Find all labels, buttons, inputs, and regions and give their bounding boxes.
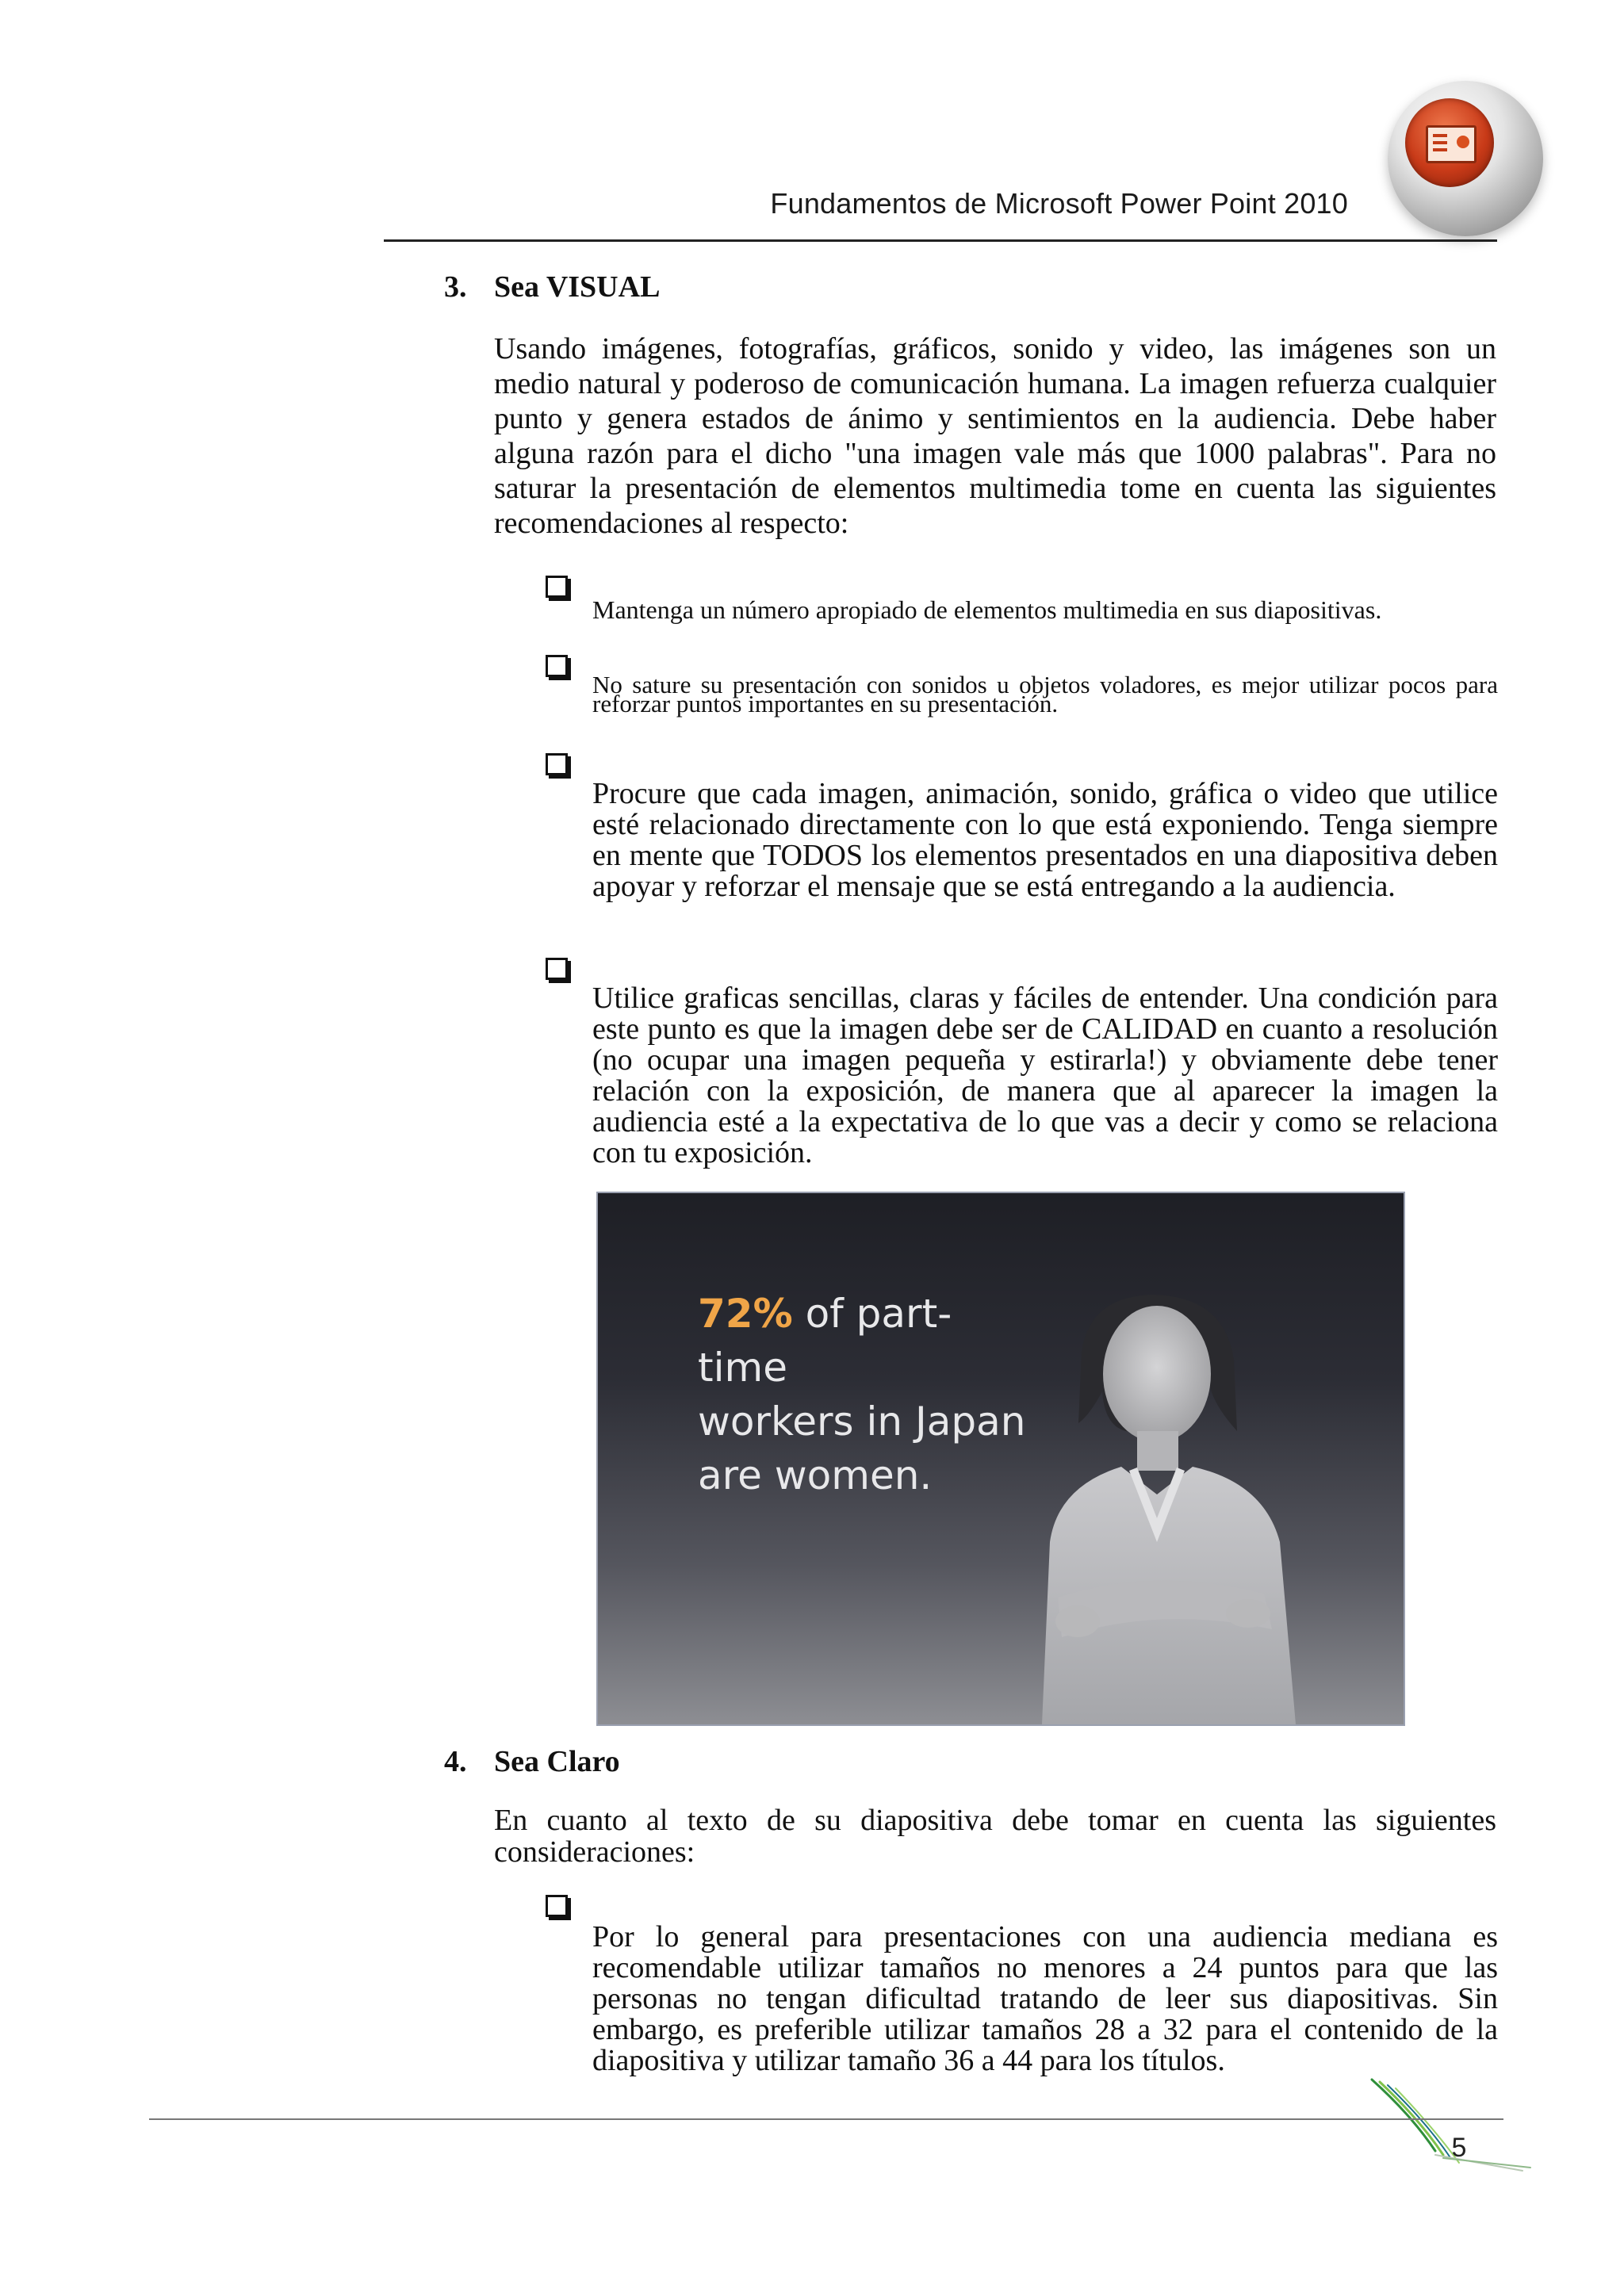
woman-figure bbox=[1026, 1280, 1359, 1724]
checkbox-bullet-icon bbox=[546, 576, 568, 598]
bullet-text: No sature su presentación con sonidos u objetos voladores, es mejor utilizar pocos para reforzar puntos importantes en su presentación. bbox=[592, 671, 1498, 718]
section-title: Sea VISUAL bbox=[494, 270, 661, 304]
header-title: Fundamentos de Microsoft Power Point 2010 bbox=[770, 187, 1348, 220]
footer-divider bbox=[149, 2118, 1503, 2120]
section-number: 4. bbox=[444, 1745, 467, 1778]
section-number: 3. bbox=[444, 270, 467, 304]
photo-highlight: 72% bbox=[698, 1291, 793, 1337]
bullet-text: Por lo general para presentaciones con una audiencia mediana es recomendable utilizar tamaños no menores a 24 puntos para que las personas no tengan dificultad tratando de leer sus diapositivas. Sin embargo, es preferible utilizar tamaños 28 a 32 para el contenido de la diapositiva y utilizar tamaño 36 a 44 para los títulos. bbox=[592, 1920, 1498, 2077]
powerpoint-logo-icon bbox=[1388, 81, 1543, 236]
header-divider bbox=[384, 239, 1497, 242]
section-title: Sea Claro bbox=[494, 1745, 620, 1778]
checkbox-bullet-icon bbox=[546, 958, 568, 980]
bullet-text: Mantenga un número apropiado de elementos multimedia en sus diapositivas. bbox=[592, 595, 1382, 624]
checkbox-bullet-icon bbox=[546, 753, 568, 775]
section-paragraph: En cuanto al texto de su diapositiva debe tomar en cuenta las siguientes consideraciones: bbox=[494, 1804, 1496, 1869]
photo-line2: workers in Japan bbox=[698, 1399, 1026, 1445]
photo-line3: are women. bbox=[698, 1452, 933, 1498]
slide-example-photo bbox=[596, 1192, 1405, 1726]
section-paragraph: Usando imágenes, fotografías, gráficos, sonido y video, las imágenes son un medio natural y poderoso de comunicación humana. La imagen refuerza cualquier punto y genera estados de ánimo y sentimientos en la audiencia. Debe haber alguna razón para el dicho "una imagen vale más que 1000 palabras". Para no saturar la presentación de elementos multimedia tome en cuenta las siguientes recomendaciones al respecto: bbox=[494, 332, 1496, 540]
photo-line1: of part-time bbox=[698, 1291, 952, 1391]
checkbox-bullet-icon bbox=[546, 1895, 568, 1917]
bullet-text: Procure que cada imagen, animación, sonido, gráfica o video que utilice esté relacionado directamente con lo que está exponiendo. Tenga siempre en mente que TODOS los elementos presentados en una diapositiva deben apoyar y reforzar el mensaje que se está entregando a la audiencia. bbox=[592, 777, 1498, 903]
page-number: 5 bbox=[1451, 2133, 1467, 2163]
checkbox-bullet-icon bbox=[546, 655, 568, 677]
bullet-text: Utilice graficas sencillas, claras y fáciles de entender. Una condición para este punto es que la imagen debe ser de CALIDAD en cuanto a resolución (no ocupar una imagen pequeña y estirarla!) y obviamente debe tener relación con la exposición, de manera que al aparecer la imagen la audiencia esté a la expectativa de lo que vas a decir y como se relaciona con tu exposición. bbox=[592, 982, 1498, 1169]
photo-caption bbox=[698, 1287, 1031, 1502]
